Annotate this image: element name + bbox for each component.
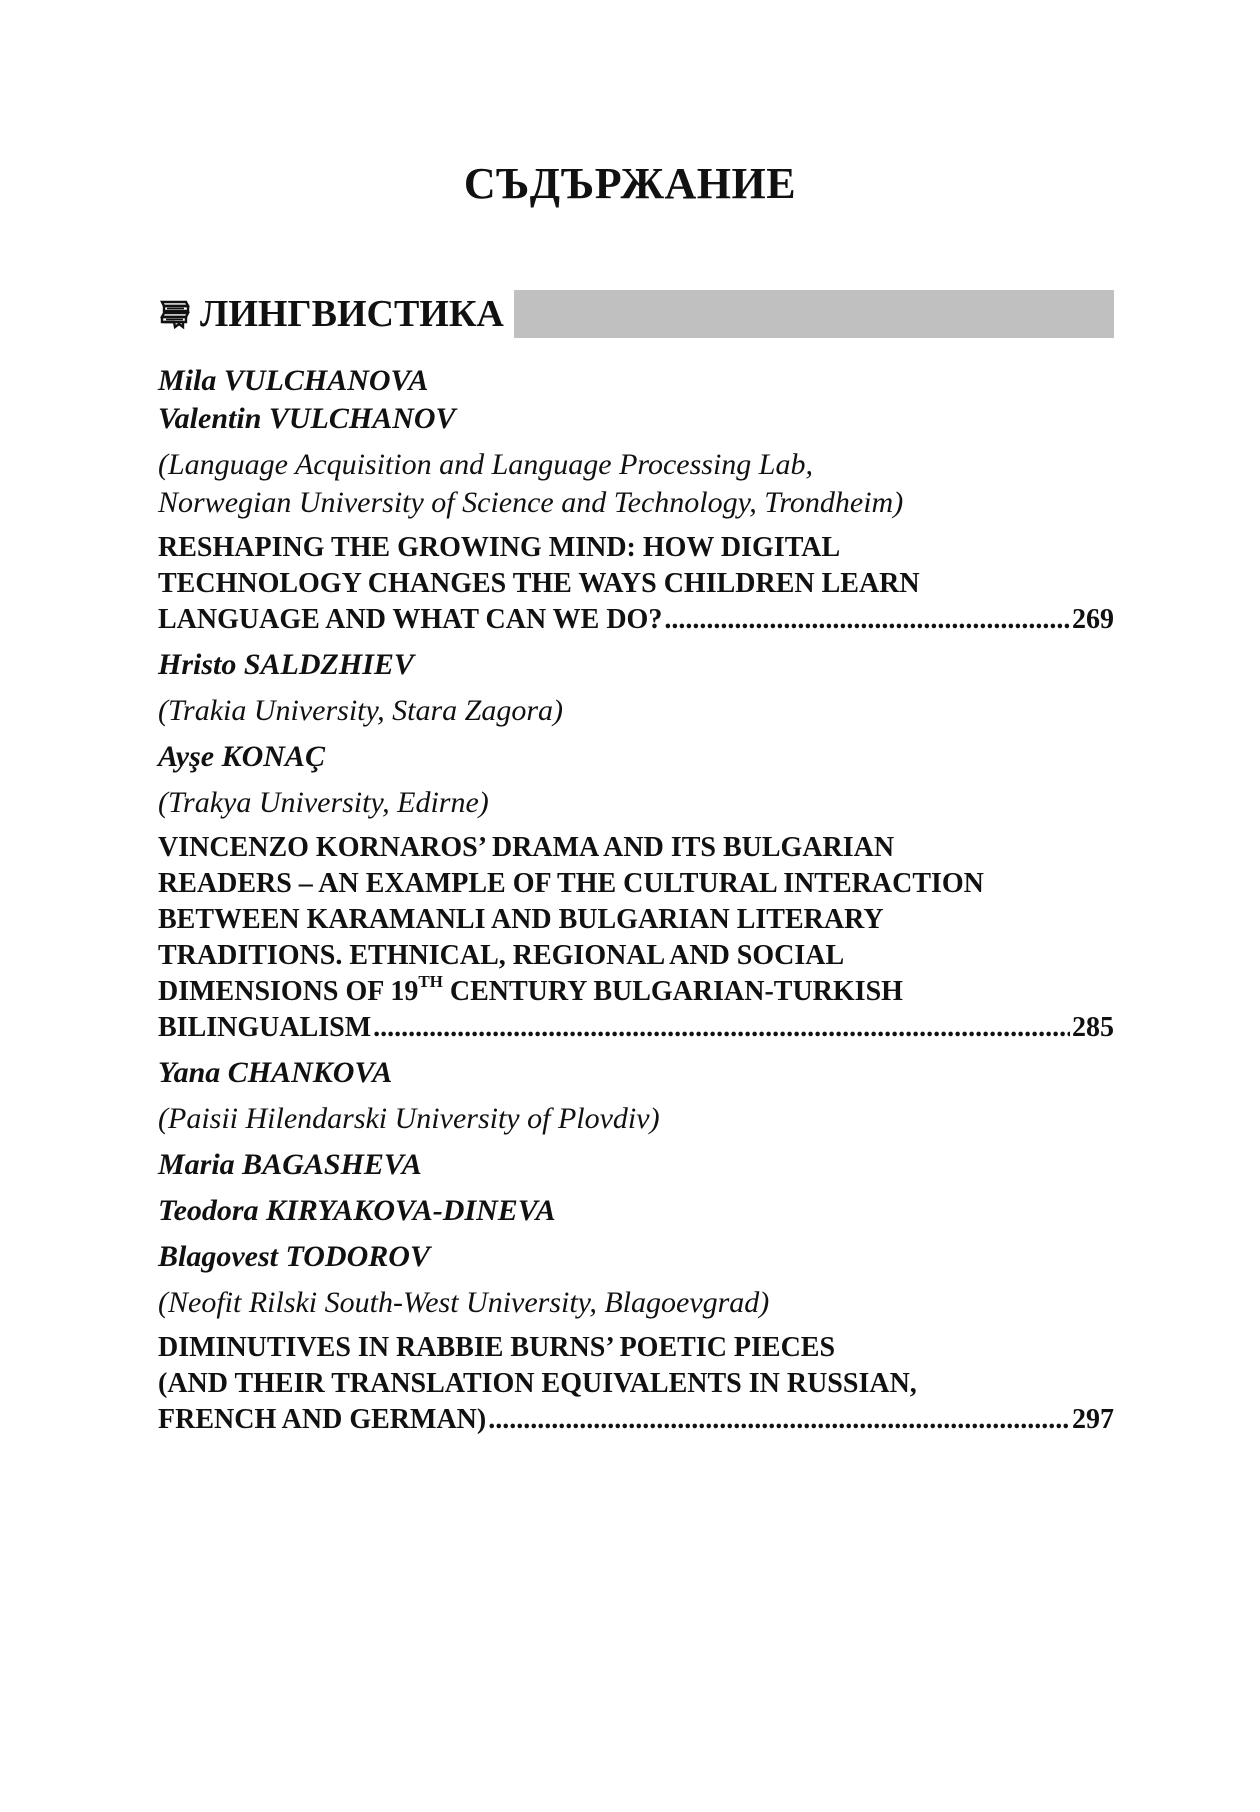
author-name: Mila VULCHANOVA <box>158 364 429 397</box>
title-line: (AND THEIR TRANSLATION EQUIVALENTS IN RUSSIAN, <box>158 1368 917 1399</box>
title-line: TRADITIONS. ETHNICAL, REGIONAL AND SOCIAL <box>158 940 845 971</box>
title-last-line <box>158 1010 1114 1046</box>
title-line: READERS – AN EXAMPLE OF THE CULTURAL INTERACTION <box>158 868 984 899</box>
table-of-contents <box>158 362 1114 1446</box>
title-line-part: CENTURY BULGARIAN-TURKISH <box>442 976 903 1007</box>
article-title[interactable] <box>158 1330 1114 1438</box>
dot-leader <box>373 1010 1070 1046</box>
title-line <box>158 971 1114 1010</box>
author-name: Blagovest TODOROV <box>158 1240 430 1273</box>
affiliation: (Trakya University, Edirne) <box>158 786 489 819</box>
author-name: Ayşe KONAÇ <box>158 740 325 773</box>
article-title[interactable] <box>158 830 1114 1046</box>
affiliation-line: (Language Acquisition and Language Processing Lab, <box>158 448 813 481</box>
title-line: RESHAPING THE GROWING MIND: HOW DIGITAL <box>158 532 841 563</box>
author-name: Maria BAGASHEVA <box>158 1148 422 1181</box>
author-name: Yana CHANKOVA <box>158 1056 393 1089</box>
section-header <box>158 290 1114 338</box>
title-line-part: DIMENSIONS OF 19 <box>158 976 419 1007</box>
affiliation: (Neofit Rilski South-West University, Blagoevgrad) <box>158 1286 770 1319</box>
article-title[interactable] <box>158 530 1114 638</box>
affiliation: (Paisii Hilendarski University of Plovdiv) <box>158 1102 660 1135</box>
author-name: Hristo SALDZHIEV <box>158 648 414 681</box>
toc-entry <box>158 1054 1114 1438</box>
title-line: BILINGUALISM <box>158 1012 372 1043</box>
page-number: 269 <box>1072 604 1114 635</box>
author-name: Valentin VULCHANOV <box>158 402 456 435</box>
title-line: FRENCH AND GERMAN) <box>158 1404 487 1435</box>
affiliation <box>158 446 1114 522</box>
books-icon <box>158 297 192 331</box>
title-last-line <box>158 602 1114 638</box>
page-title: СЪДЪРЖАНИЕ <box>463 159 797 208</box>
author-group <box>158 362 1114 438</box>
title-last-line <box>158 1402 1114 1438</box>
section-title: ЛИНГВИСТИКА <box>200 293 504 335</box>
author-name: Teodora KIRYAKOVA-DINEVA <box>158 1194 556 1227</box>
title-line: TECHNOLOGY CHANGES THE WAYS CHILDREN LEARN <box>158 568 920 599</box>
toc-entry <box>158 646 1114 1046</box>
superscript: TH <box>418 971 443 991</box>
dot-leader <box>664 602 1070 638</box>
page-number: 297 <box>1072 1404 1114 1435</box>
title-line: VINCENZO KORNAROS’ DRAMA AND ITS BULGARIAN <box>158 832 895 863</box>
affiliation: (Trakia University, Stara Zagora) <box>158 694 564 727</box>
section-bar <box>514 290 1114 338</box>
title-line: LANGUAGE AND WHAT CAN WE DO? <box>158 604 663 635</box>
affiliation-line: Norwegian University of Science and Technology, Trondheim) <box>158 486 904 519</box>
title-line: DIMINUTIVES IN RABBIE BURNS’ POETIC PIECES <box>158 1332 836 1363</box>
page-number: 285 <box>1072 1012 1114 1043</box>
title-line: BETWEEN KARAMANLI AND BULGARIAN LITERARY <box>158 904 884 935</box>
toc-entry <box>158 362 1114 638</box>
dot-leader <box>488 1402 1070 1438</box>
